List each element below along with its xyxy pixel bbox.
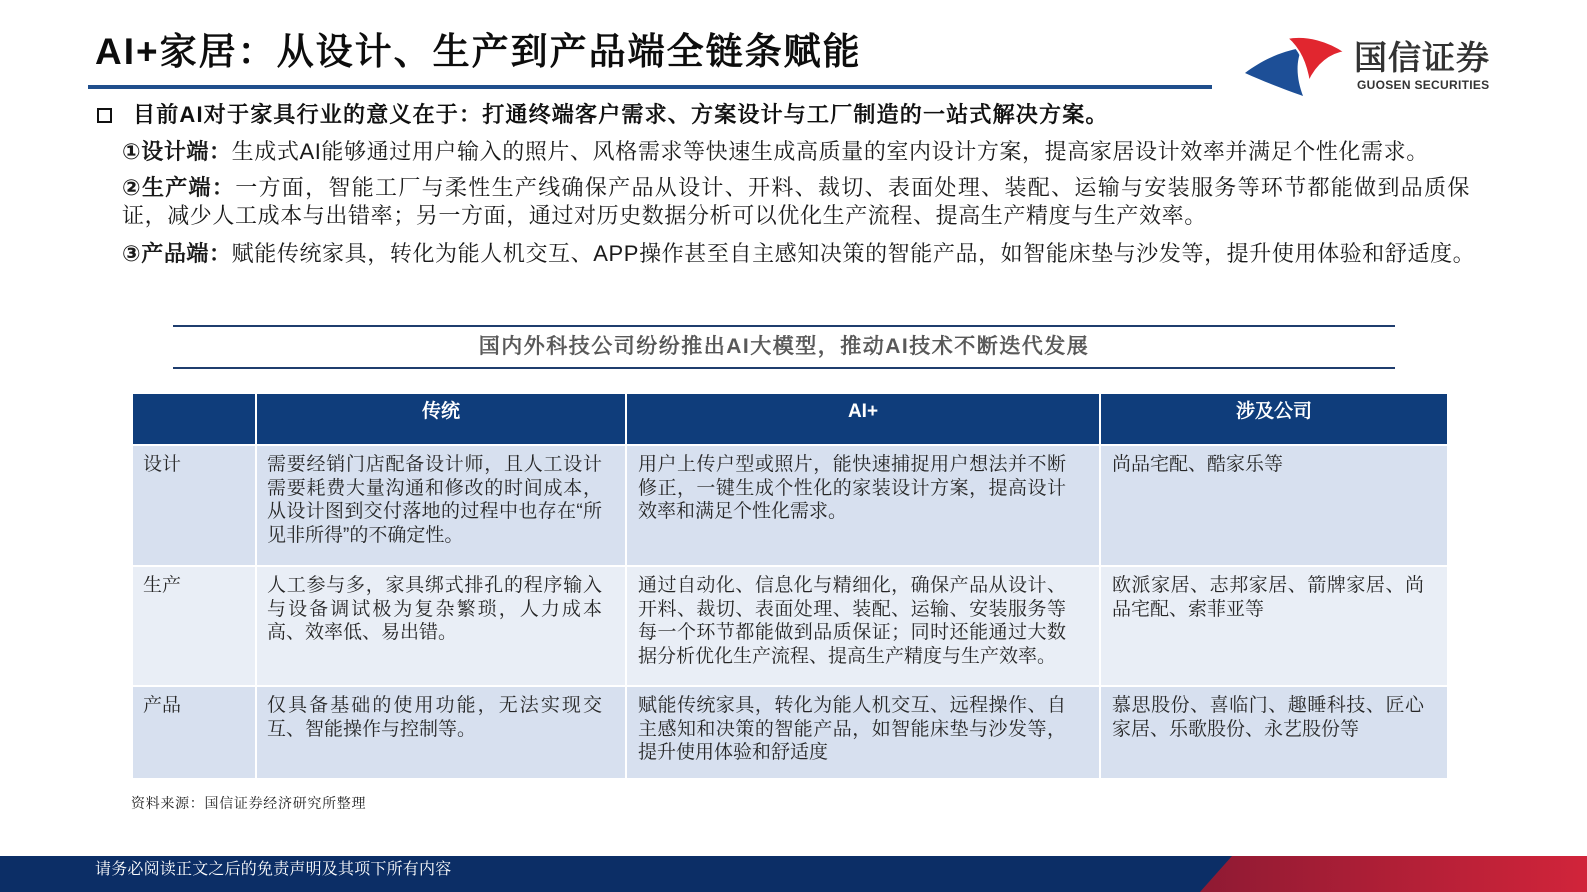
table-cell: 赋能传统家具，转化为能人机交互、远程操作、自主感知和决策的智能产品，如智能床垫与沙发等，提升使用体验和舒适度 xyxy=(627,687,1099,778)
title-underline xyxy=(88,85,1212,89)
table-header-cell: AI+ xyxy=(627,394,1099,444)
table-cell: 慕思股份、喜临门、趣睡科技、匠心家居、乐歌股份、永艺股份等 xyxy=(1101,687,1447,778)
point-text: 一方面，智能工厂与柔性生产线确保产品从设计、开料、裁切、表面处理、装配、运输与安装服务等环节都能做到品质保证，减少人工成本与出错率；另一方面，通过对历史数据分析可以优化生产流程、提高生产精度与生产效率。 xyxy=(122,175,1470,228)
point-text: 生成式AI能够通过用户输入的照片、风格需求等快速生成高质量的室内设计方案，提高家居设计效率并满足个性化需求。 xyxy=(231,139,1429,164)
table-header-cell-empty xyxy=(133,394,255,444)
point-text: 赋能传统家具，转化为能人机交互、APP操作甚至自主感知决策的智能产品，如智能床垫与沙发等，提升使用体验和舒适度。 xyxy=(231,241,1476,266)
table-row-label: 生产 xyxy=(133,567,255,685)
table-cell: 人工参与多，家具绑式排孔的程序输入与设备调试极为复杂繁琐，人力成本高、效率低、易出错。 xyxy=(257,567,625,685)
guosen-logo-icon xyxy=(1245,33,1345,97)
point-label: ②生产端： xyxy=(122,175,236,200)
page-title: AI+家居：从设计、生产到产品端全链条赋能 xyxy=(95,31,862,72)
point-product xyxy=(122,240,1475,268)
table-cell: 用户上传户型或照片，能快速捕捉用户想法并不断修正，一键生成个性化的家装设计方案，提高设计效率和满足个性化需求。 xyxy=(627,446,1099,565)
table-caption: 国内外科技公司纷纷推出AI大模型，推动AI技术不断迭代发展 xyxy=(173,325,1395,369)
comparison-table xyxy=(133,394,1447,778)
point-label: ③产品端： xyxy=(122,241,232,266)
point-design xyxy=(122,138,1429,166)
point-label: ①设计端： xyxy=(122,139,232,164)
brand-name-en: GUOSEN SECURITIES xyxy=(1357,78,1490,92)
table-header-cell: 传统 xyxy=(257,394,625,444)
table-row-label: 产品 xyxy=(133,687,255,778)
table-cell: 通过自动化、信息化与精细化，确保产品从设计、开料、裁切、表面处理、装配、运输、安装服务等每一个环节都能做到品质保证；同时还能通过大数据分析优化生产流程、提高生产精度与生产效率。 xyxy=(627,567,1099,685)
table-cell: 尚品宅配、酷家乐等 xyxy=(1101,446,1447,565)
table-cell: 仅具备基础的使用功能，无法实现交互、智能操作与控制等。 xyxy=(257,687,625,778)
lead-statement: 目前AI对于家具行业的意义在于：打通终端客户需求、方案设计与工厂制造的一站式解决方案。 xyxy=(133,102,1109,127)
table-cell: 需要经销门店配备设计师，且人工设计需要耗费大量沟通和修改的时间成本，从设计图到交付落地的过程中也存在“所见非所得”的不确定性。 xyxy=(257,446,625,565)
table-header-cell: 涉及公司 xyxy=(1101,394,1447,444)
footer-bar xyxy=(0,856,1587,892)
source-note: 资料来源：国信证券经济研究所整理 xyxy=(131,795,367,811)
point-production xyxy=(122,174,1470,230)
table-row-label: 设计 xyxy=(133,446,255,565)
brand-name-cn: 国信证券 xyxy=(1354,39,1490,76)
square-bullet-icon xyxy=(97,108,112,123)
footer-disclaimer: 请务必阅读正文之后的免责声明及其项下所有内容 xyxy=(95,861,452,878)
table-cell: 欧派家居、志邦家居、箭牌家居、尚品宅配、索菲亚等 xyxy=(1101,567,1447,685)
